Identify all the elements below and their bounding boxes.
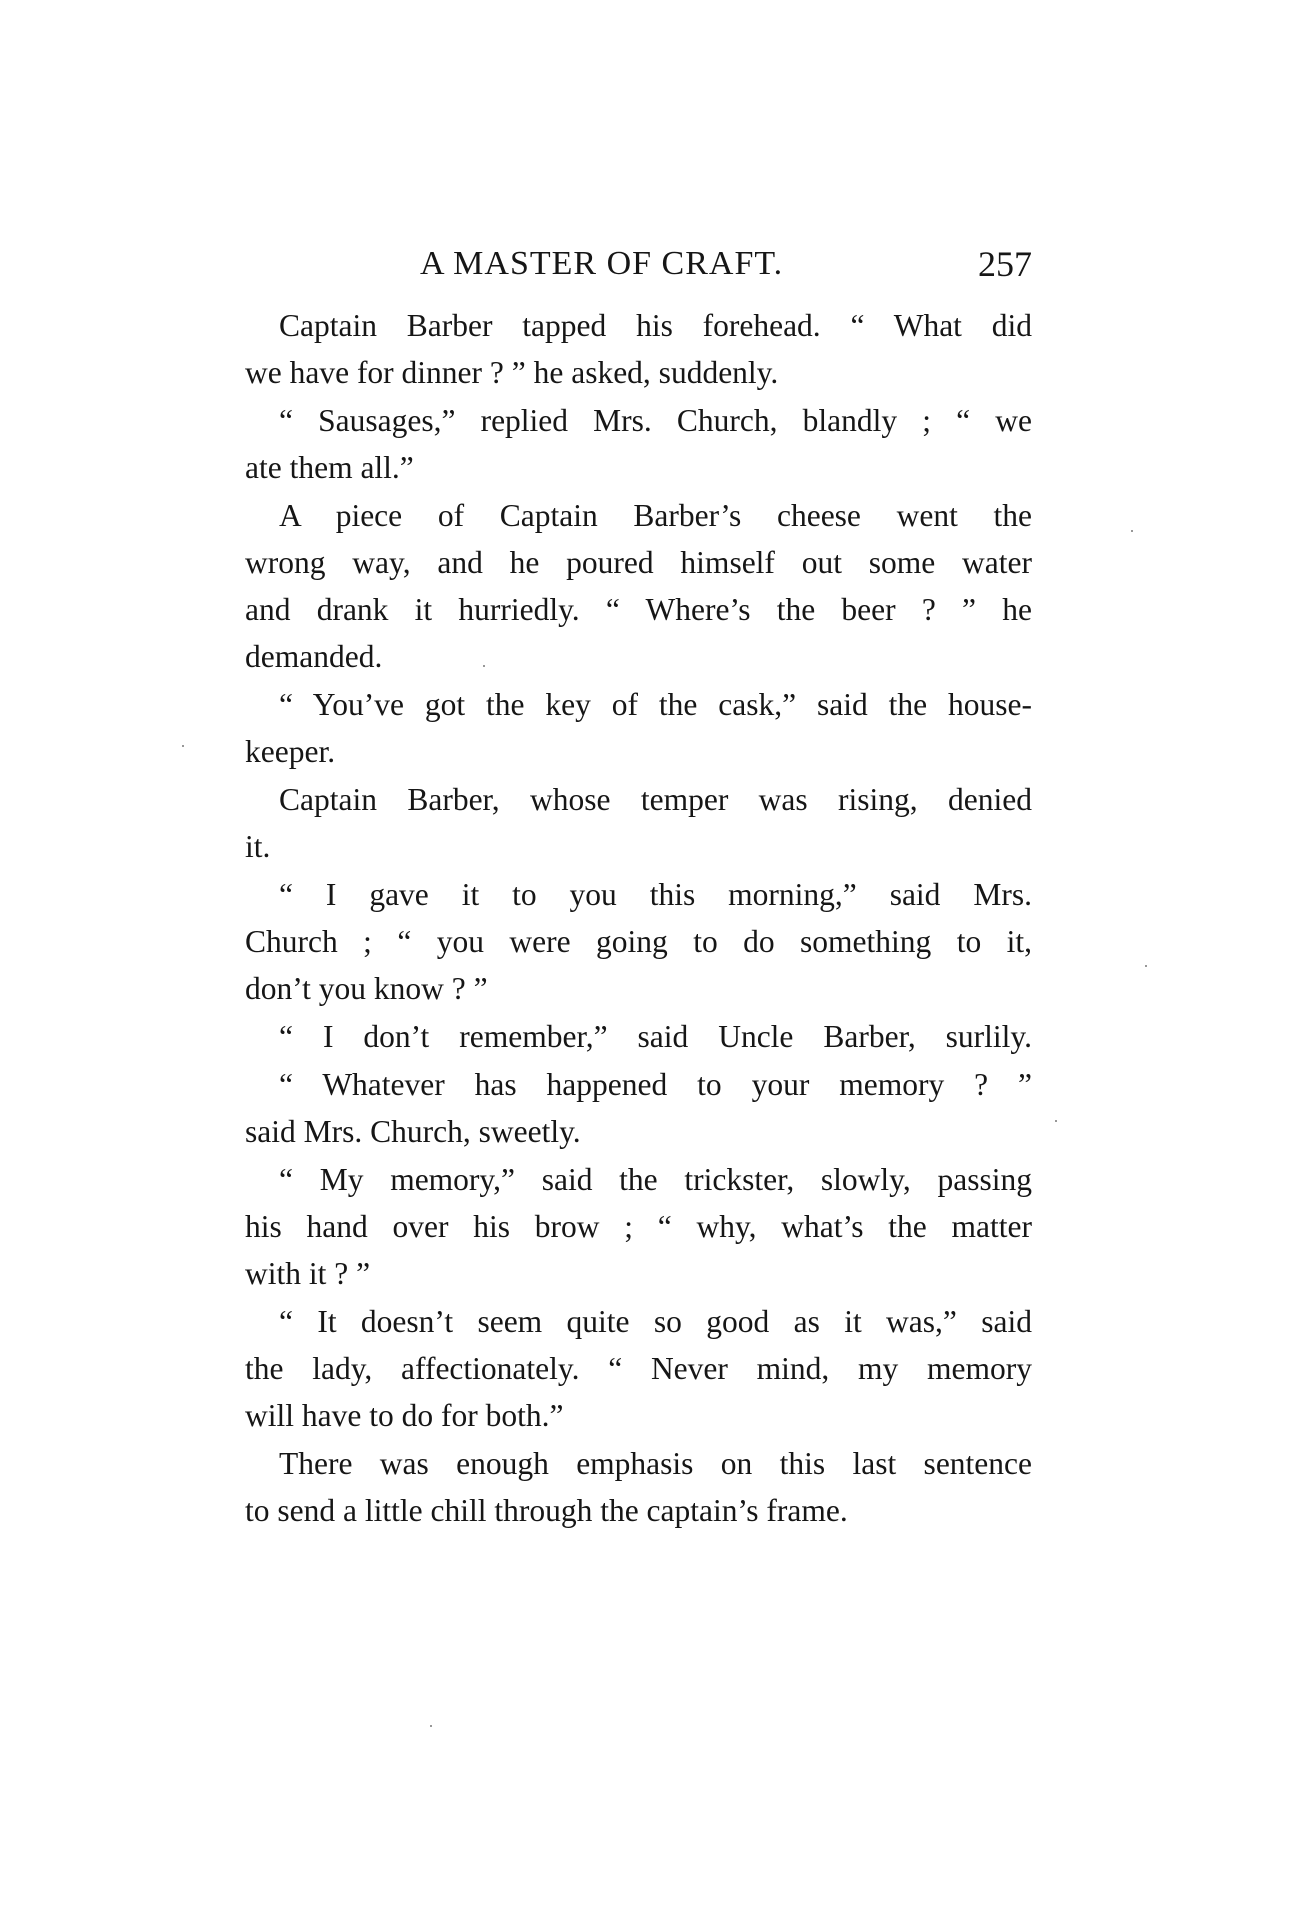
paragraph [245,302,1032,396]
text-line: There was enough emphasis on this last sentence [279,1446,1032,1481]
text-line: we have for dinner ? ” he asked, suddenly. [245,355,779,390]
text-line: with it ? ” [245,1256,371,1291]
running-header [245,234,1032,294]
paragraph [245,1156,1032,1297]
text-line: “ You’ve got the key of the cask,” said the house- [279,687,1032,722]
text-line: will have to do for both.” [245,1398,564,1433]
text-line: demanded. [245,639,383,674]
paragraph [245,1298,1032,1439]
paragraph [245,492,1032,680]
print-speck [1055,1120,1057,1122]
text-line: ate them all.” [245,450,414,485]
text-line: Captain Barber, whose temper was rising, denied [279,782,1032,817]
paragraph [245,397,1032,491]
print-speck [430,1725,432,1727]
page-number: 257 [978,244,1032,284]
text-line: Captain Barber tapped his forehead. “ What did [279,308,1032,343]
print-speck [1145,965,1147,967]
paragraph [245,1013,1032,1060]
text-line: Church ; “ you were going to do something to it, [245,924,1032,959]
text-line: keeper. [245,734,336,769]
paragraph [245,1440,1032,1534]
print-speck [182,745,184,747]
text-line: A piece of Captain Barber’s cheese went the [279,498,1032,533]
paragraph [245,776,1032,870]
text-line: his hand over his brow ; “ why, what’s the matter [245,1209,1032,1244]
text-line: to send a little chill through the captain’s frame. [245,1493,848,1528]
paragraph [245,681,1032,775]
text-line: said Mrs. Church, sweetly. [245,1114,581,1149]
text-line: “ Whatever has happened to your memory ? ” [279,1067,1032,1102]
body-text [245,302,1032,1535]
text-line: it. [245,829,271,864]
text-line: “ I don’t remember,” said Uncle Barber, surlily. [279,1019,1032,1054]
running-title: A MASTER OF CRAFT. [420,245,784,282]
text-line: the lady, affectionately. “ Never mind, my memory [245,1351,1032,1386]
text-line: wrong way, and he poured himself out some water [245,545,1032,580]
text-line: “ It doesn’t seem quite so good as it was,” said [279,1304,1032,1339]
paragraph [245,871,1032,1012]
paragraph [245,1061,1032,1155]
text-line: “ My memory,” said the trickster, slowly, passing [279,1162,1032,1197]
text-line: “ I gave it to you this morning,” said Mrs. [279,877,1032,912]
text-line: don’t you know ? ” [245,971,488,1006]
print-speck [483,665,485,667]
text-line: “ Sausages,” replied Mrs. Church, blandly ; “ we [279,403,1032,438]
text-line: and drank it hurriedly. “ Where’s the beer ? ” he [245,592,1032,627]
print-speck [1131,530,1133,532]
